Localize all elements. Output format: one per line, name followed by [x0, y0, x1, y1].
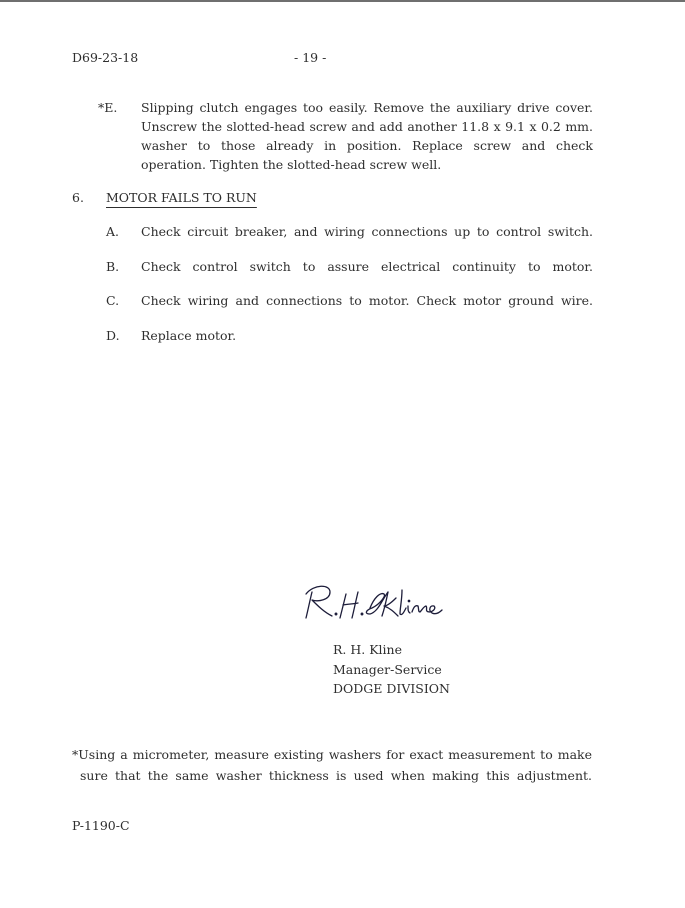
item-b-text: Check control switch to assure electrical continuity to motor.: [141, 259, 593, 274]
top-border-line: [0, 0, 685, 2]
form-number: P-1190-C: [72, 818, 130, 833]
signer-division: DODGE DIVISION: [333, 681, 450, 696]
section-number: 6.: [72, 190, 84, 205]
item-a-letter: A.: [106, 224, 120, 239]
item-a-text: Check circuit breaker, and wiring connections up to control switch.: [141, 224, 593, 239]
item-e-line: Unscrew the slotted-head screw and add another 11.8 x 9.1 x 0.2 mm.: [141, 119, 593, 134]
item-e-paragraph: [141, 98, 593, 174]
document-number: D69-23-18: [72, 50, 139, 65]
item-e-label: *E.: [98, 100, 118, 115]
footnote: [72, 744, 592, 786]
section-title: MOTOR FAILS TO RUN: [106, 190, 257, 205]
footnote-line: sure that the same washer thickness is used when making this adjustment.: [80, 768, 592, 783]
item-d-letter: D.: [106, 328, 120, 343]
signature-block: [333, 640, 450, 699]
item-c-letter: C.: [106, 293, 120, 308]
footnote-line: *Using a micrometer, measure existing washers for exact measurement to make: [72, 747, 592, 762]
handwritten-signature: [300, 578, 450, 628]
item-c-text: Check wiring and connections to motor. Check motor ground wire.: [141, 293, 593, 308]
item-e-line: washer to those already in position. Replace screw and check: [141, 138, 593, 153]
page-number: - 19 -: [294, 50, 327, 65]
item-e-line: operation. Tighten the slotted-head screw well.: [141, 157, 442, 172]
signer-title: Manager-Service: [333, 661, 442, 677]
item-e-line: Slipping clutch engages too easily. Remove the auxiliary drive cover.: [141, 100, 593, 115]
item-b-letter: B.: [106, 259, 120, 274]
signer-name: R. H. Kline: [333, 642, 402, 657]
item-d-text: Replace motor.: [141, 328, 237, 343]
